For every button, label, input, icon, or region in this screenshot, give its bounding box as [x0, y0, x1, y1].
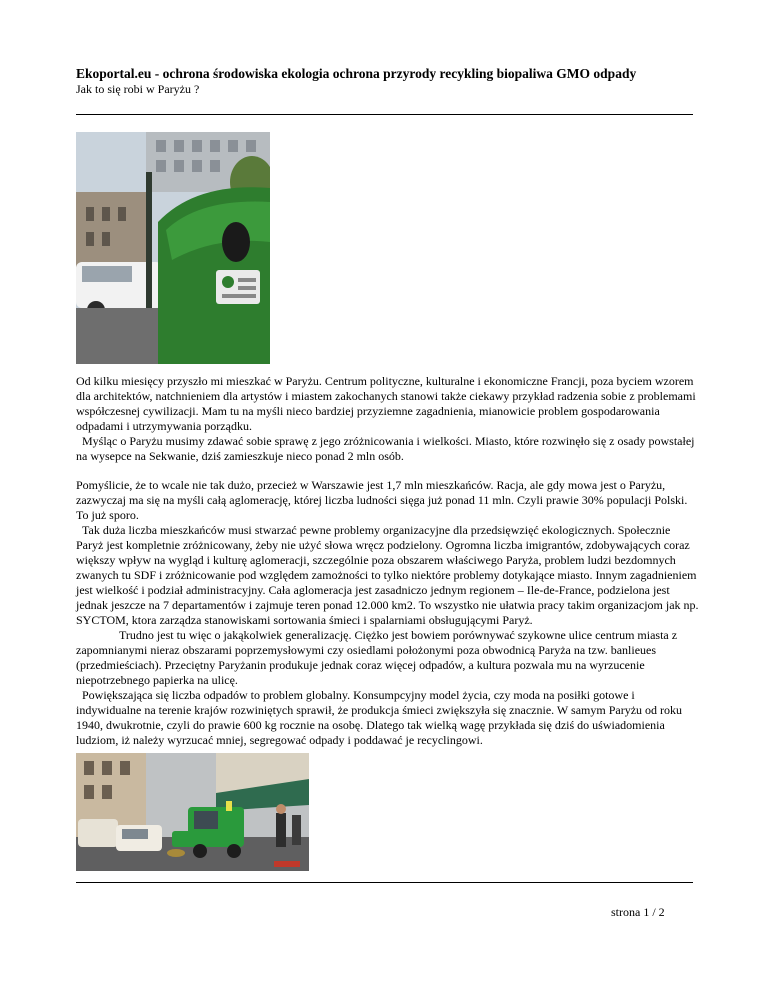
paragraph-6: Powiększająca się liczba odpadów to problem globalny. Konsumpcyjny model życia, czy moda na posiłki gotowe i indywidualne na terenie krajów rozwiniętych sprawił, że produkcja śmieci zwiększyła się znacznie. W samym Paryżu od roku 1940, dwukrotnie, czyli do prawie 600 kg rocznie na osobę. Dlatego tak wielką wagę przykłada się dziś do uświadomienia ludziom, iż należy wyrzucać mniej, segregować odpady i poddawać je recyclingowi. [76, 688, 686, 747]
header-divider [76, 114, 693, 115]
article-intro [76, 374, 700, 464]
page-number: strona 1 / 2 [611, 905, 665, 919]
recycling-container-photo [76, 132, 270, 364]
paragraph-4: Tak duża liczba mieszkańców musi stwarzać pewne problemy organizacyjne dla przedsięwzięć ekologicznych. Społecznie Paryż jest kompletnie zróżnicowany, żeby nie użyć słowa wręcz podzielony. Ogromna liczba imigrantów, zdobywających coraz większy wpływ na wygląd i kulturę aglomeracji, szczególnie poza obszarem właściwego Paryża, problem ludzi bezdomnych zwanych tu SDF i zróżnicowanie pod względem zamożności to tylko niektóre problemy dotykające miasto. Innym zagadnieniem jest wielkość i podział administracyjny. Cała aglomeracja jest zasadniczo jednym regionem – Ile-de-France, podzielona jest jednak jeszcze na 7 departamentów i zajmuje teren ponad 12.000 km2. To wszystko nie ułatwia pracy takim organizacjom jak np. SYCTOM, ktora zarządza stanowiskami sortowania śmieci i spalarniami obsługującymi Paryż. [76, 523, 702, 627]
paragraph-3: Pomyślicie, że to wcale nie tak dużo, przecież w Warszawie jest 1,7 mln mieszkańców. Racja, ale gdy mowa jest o Paryżu, zazwyczaj ma się na myśli całą aglomerację, której liczba ludności sięga już ponad 11 mln. Czyli prawie 30% populacji Polski. To już sporo. [76, 478, 688, 522]
site-title: Ekoportal.eu - ochrona środowiska ekologia ochrona przyrody recykling biopaliwa GMO odpady [76, 66, 637, 81]
paragraph-1: Od kilku miesięcy przyszło mi mieszkać w Paryżu. Centrum polityczne, kulturalne i ekonomiczne Francji, poza byciem wzorem dla architektów, natchnieniem dla artystów i miastem zakochanych stanowi także ciekawy przykład radzenia sobie z problemami współczesnej cywilizacji. Mam tu na myśli nieco bardziej przyziemne zagadnienia, mianowicie problem gospodarowania odpadami i utrzymywania porządku. [76, 374, 696, 433]
street-sweeper-photo [76, 753, 309, 871]
footer-divider [76, 882, 693, 883]
article-title: Jak to się robi w Paryżu ? [76, 82, 200, 96]
paragraph-2: Myśląc o Paryżu musimy zdawać sobie sprawę z jego zróżnicowania i wielkości. Miasto, które rozwinęło się z osady powstałej na wysepce na Sekwanie, dziś zamieszkuje nieco ponad 2 mln osób. [76, 434, 698, 463]
article-body [76, 478, 700, 748]
paragraph-5: Trudno jest tu więc o jakąkolwiek generalizację. Ciężko jest bowiem porównywać szykowne ulice centrum miasta z zapomnianymi nieraz obszarami poprzemysłowymi czy osiedlami położonymi poza obwodnicą Paryża na tzw. banlieues (przedmieściach). Przeciętny Paryżanin produkuje jednak coraz więcej odpadów, a kultura pozwala mu na wyrzucenie niepotrzebnego papierka na ulicę. [76, 628, 678, 687]
